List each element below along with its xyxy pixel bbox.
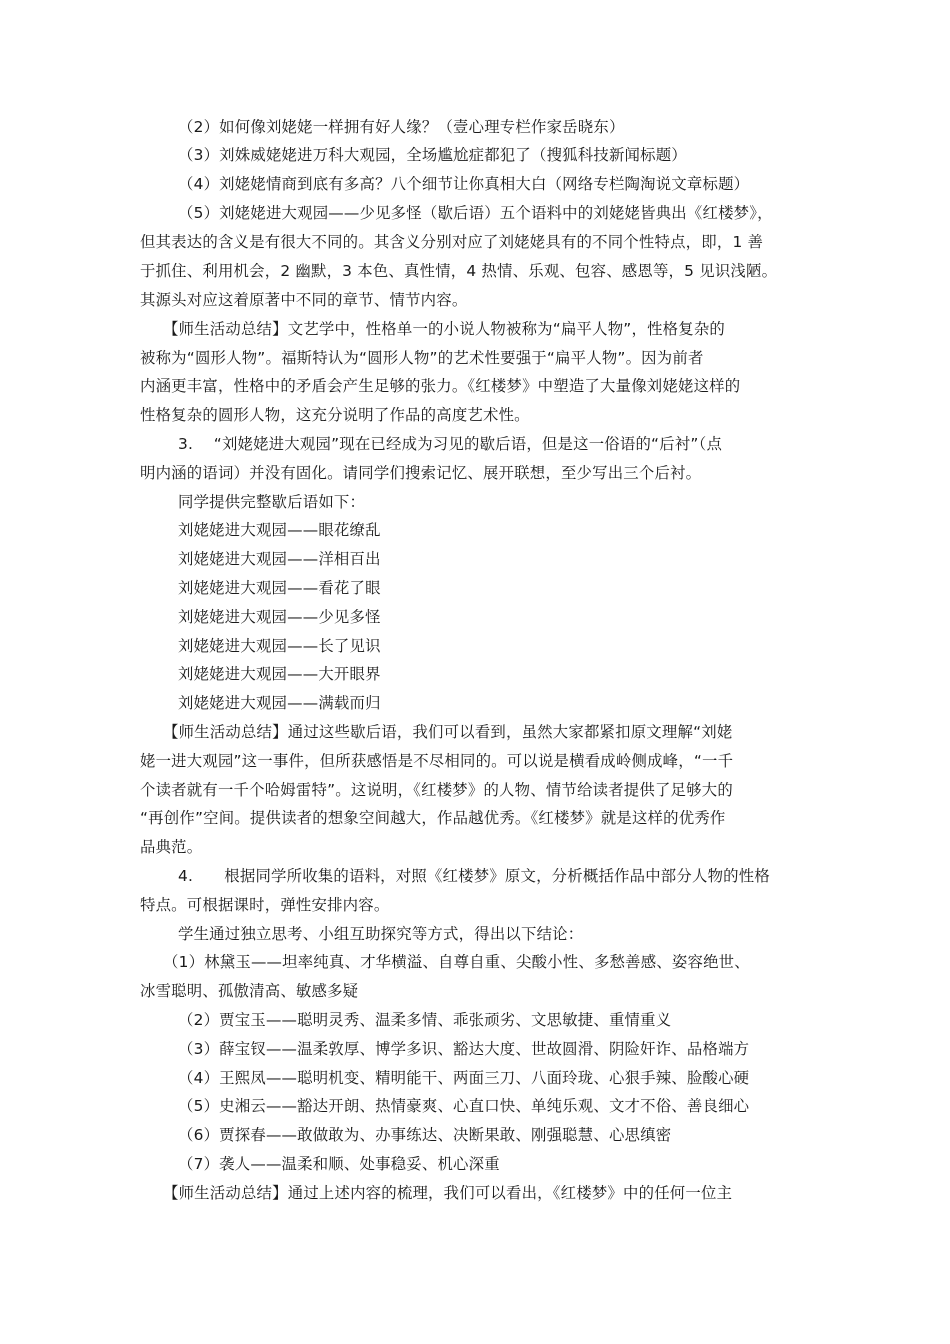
text-line: （2）如何像刘姥姥一样拥有好人缘？（壹心理专栏作家岳晓东） xyxy=(178,118,625,136)
text-line: 性格复杂的圆形人物，这充分说明了作品的高度艺术性。 xyxy=(140,406,530,424)
text-line: 冰雪聪明、孤傲清高、敏感多疑 xyxy=(140,982,359,1000)
text-line: 刘姥姥进大观园——大开眼界 xyxy=(178,665,381,683)
text-line: 4. 根据同学所收集的语料，对照《红楼梦》原文，分析概括作品中部分人物的性格 xyxy=(178,867,770,885)
text-line: 刘姥姥进大观园——长了见识 xyxy=(178,637,381,655)
text-line: 刘姥姥进大观园——少见多怪 xyxy=(178,608,381,626)
text-line: （2）贾宝玉——聪明灵秀、温柔多情、乖张顽劣、文思敏捷、重情重义 xyxy=(178,1011,672,1029)
text-line: 其源头对应这着原著中不同的章节、情节内容。 xyxy=(140,291,468,309)
text-line: 刘姥姥进大观园——眼花缭乱 xyxy=(178,521,381,539)
text-line: （1）林黛玉——坦率纯真、才华横溢、自尊自重、尖酸小性、多愁善感、姿容绝世、 xyxy=(163,953,750,971)
text-line: （3）薛宝钗——温柔敦厚、博学多识、豁达大度、世故圆滑、阴险奸诈、品格端方 xyxy=(178,1040,750,1058)
text-line: “再创作”空间。提供读者的想象空间越大，作品越优秀。《红楼梦》就是这样的优秀作 xyxy=(140,809,726,827)
text-line: 【师生活动总结】通过这些歇后语，我们可以看到，虽然大家都紧扣原文理解“刘姥 xyxy=(163,723,733,741)
text-line: 内涵更丰富，性格中的矛盾会产生足够的张力。《红楼梦》中塑造了大量像刘姥姥这样的 xyxy=(140,377,741,395)
text-line: 刘姥姥进大观园——看花了眼 xyxy=(178,579,381,597)
text-line: （7）袭人——温柔和顺、处事稳妥、机心深重 xyxy=(178,1155,500,1173)
text-line: 个读者就有一千个哈姆雷特”。这说明，《红楼梦》的人物、情节给读者提供了足够大的 xyxy=(140,781,733,799)
text-line: 但其表达的含义是有很大不同的。其含义分别对应了刘姥姥具有的不同个性特点，即，1 善 xyxy=(140,233,764,251)
text-line: 被称为“圆形人物”。福斯特认为“圆形人物”的艺术性要强于“扁平人物”。因为前者 xyxy=(140,349,704,367)
text-line: 品典范。 xyxy=(140,838,203,856)
text-line: 【师生活动总结】文艺学中，性格单一的小说人物被称为“扁平人物”，性格复杂的 xyxy=(163,320,726,338)
text-line: 明内涵的语词）并没有固化。请同学们搜索记忆、展开联想，至少写出三个后衬。 xyxy=(140,464,702,482)
text-line: 同学提供完整歇后语如下： xyxy=(178,493,366,511)
text-line: （6）贾探春——敢做敢为、办事练达、决断果敢、刚强聪慧、心思缜密 xyxy=(178,1126,672,1144)
text-line: （4）王熙凤——聪明机变、精明能干、两面三刀、八面玲珑、心狠手辣、脸酸心硬 xyxy=(178,1069,750,1087)
text-line: 姥一进大观园”这一事件，但所获感悟是不尽相同的。可以说是横看成岭侧成峰，“一千 xyxy=(140,752,734,770)
text-line: （3）刘姝威姥姥进万科大观园，全场尴尬症都犯了（搜狐科技新闻标题） xyxy=(178,146,687,164)
text-line: 3. “刘姥姥进大观园”现在已经成为习见的歇后语，但是这一俗语的“后衬”（点 xyxy=(178,435,723,453)
text-line: （4）刘姥姥情商到底有多高？八个细节让你真相大白（网络专栏陶淘说文章标题） xyxy=(178,175,750,193)
text-line: （5）史湘云——豁达开朗、热情豪爽、心直口快、单纯乐观、文才不俗、善良细心 xyxy=(178,1097,750,1115)
text-line: 特点。可根据课时，弹性安排内容。 xyxy=(140,896,390,914)
text-line: 刘姥姥进大观园——洋相百出 xyxy=(178,550,381,568)
text-line: 【师生活动总结】通过上述内容的梳理，我们可以看出，《红楼梦》中的任何一位主 xyxy=(163,1184,733,1202)
text-line: （5）刘姥姥进大观园——少见多怪（歇后语）五个语料中的刘姥姥皆典出《红楼梦》， xyxy=(178,204,773,222)
text-line: 于抓住、利用机会，2 幽默，3 本色、真性情，4 热情、乐观、包容、感恩等，5 见识浅陋。 xyxy=(140,262,778,280)
text-line: 学生通过独立思考、小组互助探究等方式，得出以下结论： xyxy=(178,925,584,943)
text-line: 刘姥姥进大观园——满载而归 xyxy=(178,694,381,712)
